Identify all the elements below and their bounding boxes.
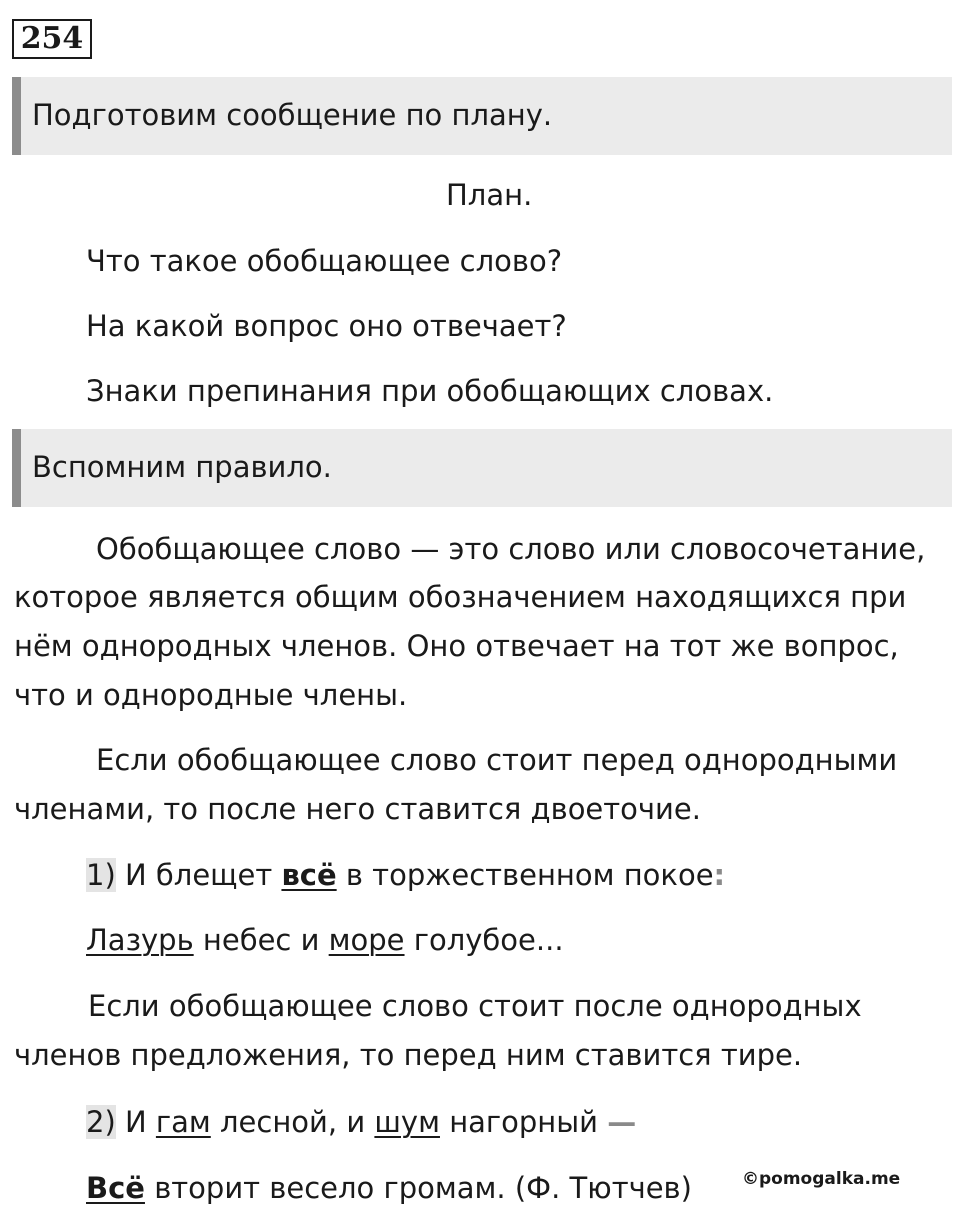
- example-1-line-2-mid: небес и: [202, 923, 320, 957]
- example-2-marker: 2): [86, 1105, 116, 1139]
- rule-p3-line-1: Если обобщающее слово стоит после однородных: [88, 989, 862, 1023]
- homogeneous-word-gam: гам: [155, 1105, 211, 1139]
- example-2-mid: лесной, и: [220, 1105, 366, 1139]
- homogeneous-word-shum: шум: [374, 1105, 440, 1139]
- rule-p1-line-3: нём однородных членов. Оно отвечает на тот же вопрос,: [14, 629, 899, 663]
- rule-heading: Вспомним правило.: [32, 450, 332, 484]
- site-credit: ©pomogalka.me: [742, 1169, 901, 1189]
- homogeneous-word-lazur: Лазурь: [86, 923, 194, 957]
- homogeneous-word-more: море: [328, 923, 405, 957]
- example-2-post: нагорный: [449, 1105, 599, 1139]
- colon-mark: :: [713, 858, 726, 892]
- rule-p1-line-2: которое является общим обозначением находящихся при: [14, 580, 907, 614]
- generalizing-word-2: Всё: [86, 1171, 145, 1205]
- example-1-line-2: [86, 922, 564, 958]
- example-1-marker: 1): [86, 858, 116, 892]
- rule-p2-line-1: Если обобщающее слово стоит перед однородными: [96, 743, 898, 777]
- example-2-line-2: [86, 1170, 692, 1206]
- example-1-line-2-end: голубое...: [413, 923, 564, 957]
- plan-title: План.: [446, 178, 533, 212]
- dash-mark: —: [607, 1105, 637, 1139]
- plan-item-2: На какой вопрос оно отвечает?: [86, 309, 567, 343]
- rule-p1-line-1: Обобщающее слово — это слово или словосочетание,: [96, 532, 926, 566]
- example-1-line-1: [86, 857, 725, 893]
- rule-p2-line-2: членами, то после него ставится двоеточие.: [14, 792, 701, 826]
- task-heading-band: [12, 77, 952, 155]
- rule-heading-band: [12, 429, 952, 507]
- generalizing-word-1: всё: [281, 858, 337, 892]
- rule-p3-line-2: членов предложения, то перед ним ставится тире.: [14, 1038, 803, 1072]
- example-2-line-2-rest: вторит весело громам. (Ф. Тютчев): [154, 1171, 692, 1205]
- example-1-pre: И блещет: [124, 858, 273, 892]
- plan-item-3: Знаки препинания при обобщающих словах.: [86, 374, 774, 408]
- rule-p1-line-4: что и однородные члены.: [14, 678, 408, 712]
- exercise-number: 254: [12, 19, 92, 59]
- plan-item-1: Что такое обобщающее слово?: [86, 244, 563, 278]
- example-1-post: в торжественном покое: [345, 858, 714, 892]
- example-2-pre: И: [124, 1105, 147, 1139]
- example-2-line-1: [86, 1104, 636, 1140]
- task-heading: Подготовим сообщение по плану.: [32, 98, 553, 132]
